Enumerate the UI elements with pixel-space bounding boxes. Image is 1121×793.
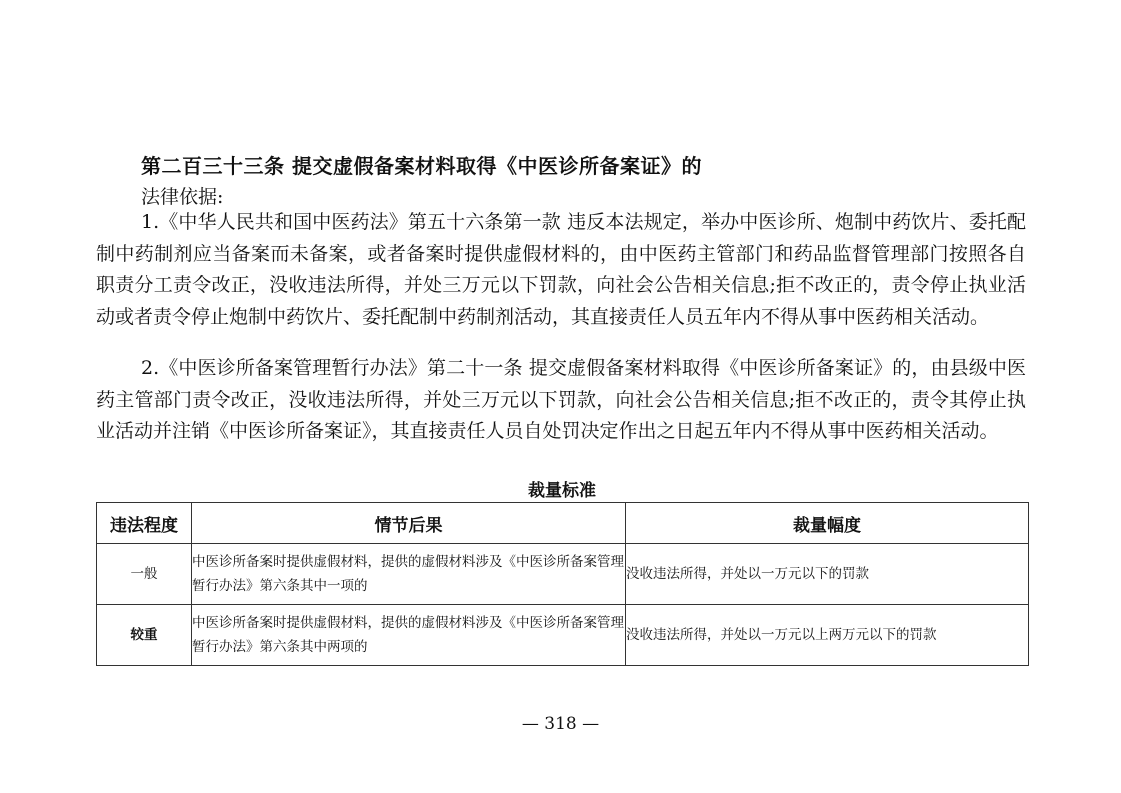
- circumstance-cell: 中医诊所备案时提供虚假材料，提供的虚假材料涉及《中医诊所备案管理暂行办法》第六条其中两项的: [192, 605, 626, 666]
- legal-basis-paragraph-1: 1.《中华人民共和国中医药法》第五十六条第一款 违反本法规定，举办中医诊所、炮制中药饮片、委托配制中药制剂应当备案而未备案，或者备案时提供虚假材料的，由中医药主管部门和药品监督管理部门按照各自职责分工责令改正，没收违法所得，并处三万元以下罚款，向社会公告相关信息;拒不改正的，责令停止执业活动或者责令停止炮制中药饮片、委托配制中药制剂活动，其直接责任人员五年内不得从事中医药相关活动。: [96, 211, 1026, 328]
- header-violation-degree: 违法程度: [97, 503, 192, 544]
- page-number: — 318 —: [521, 714, 600, 734]
- table-row: [97, 544, 1029, 605]
- table-row: [97, 605, 1029, 666]
- table-caption: 裁量标准: [528, 481, 596, 501]
- header-circumstances: 情节后果: [192, 503, 626, 544]
- article-title: 第二百三十三条 提交虚假备案材料取得《中医诊所备案证》的: [141, 154, 702, 178]
- discretion-standard-table: [96, 502, 1029, 666]
- circumstance-cell: 中医诊所备案时提供虚假材料，提供的虚假材料涉及《中医诊所备案管理暂行办法》第六条其中一项的: [192, 544, 626, 605]
- penalty-range-cell: 没收违法所得，并处以一万元以上两万元以下的罚款: [626, 605, 1029, 666]
- legal-basis-paragraph-2: 2.《中医诊所备案管理暂行办法》第二十一条 提交虚假备案材料取得《中医诊所备案证》的，由县级中医药主管部门责令改正，没收违法所得，并处三万元以下罚款，向社会公告相关信息;拒不改正的，责令其停止执业活动并注销《中医诊所备案证》，其直接责任人员自处罚决定作出之日起五年内不得从事中医药相关活动。: [96, 357, 1026, 442]
- table-header-row: [97, 503, 1029, 544]
- header-penalty-range: 裁量幅度: [626, 503, 1029, 544]
- penalty-range-cell: 没收违法所得，并处以一万元以下的罚款: [626, 544, 1029, 605]
- legal-basis-label: 法律依据:: [141, 186, 224, 208]
- violation-degree-cell: 较重: [97, 605, 192, 666]
- violation-degree-cell: 一般: [97, 544, 192, 605]
